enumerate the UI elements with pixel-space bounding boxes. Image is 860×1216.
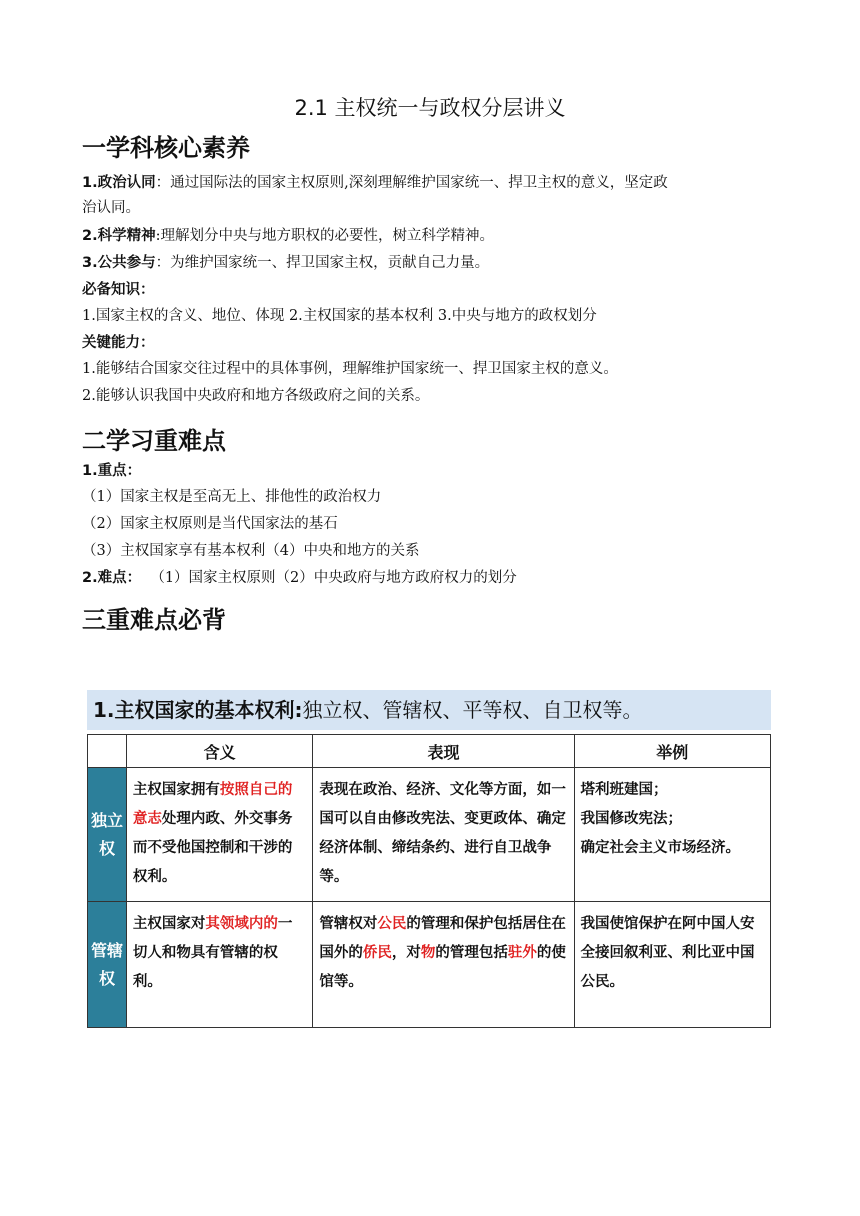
literacy-item-3-text: ：为维护国家统一、捍卫国家主权，贡献自己力量。	[155, 255, 490, 271]
expr-highlight-overseas: 侨民	[362, 945, 392, 961]
ability-item-1: 1.能够结合国家交往过程中的具体事例，理解维护国家统一、捍卫国家主权的意义。	[82, 361, 618, 377]
meaning-text-a: 主权国家对	[132, 916, 206, 932]
meaning-text-a: 主权国家拥有	[132, 782, 220, 798]
literacy-item-1-text: ：通过国际法的国家主权原则,深刻理解维护国家统一、捍卫主权的意义，坚定政	[155, 175, 668, 191]
expr-text-a: 管辖权对	[319, 916, 378, 932]
knowledge-text: 1.国家主权的含义、地位、体现 2.主权国家的基本权利 3.中央与地方的政权划分	[82, 308, 597, 324]
cell-jurisdiction-example: 我国使馆保护在阿中国人安全接回叙利亚、利比亚中国公民。	[574, 902, 770, 1028]
table-row-jurisdiction	[88, 902, 771, 1028]
expr-highlight-objects: 物	[420, 945, 436, 961]
document-title: 2.1 主权统一与政权分层讲义	[294, 96, 566, 120]
row-head-independence: 独立权	[88, 768, 127, 902]
cell-independence-meaning	[126, 768, 312, 902]
header-example: 举例	[574, 735, 770, 768]
figure-banner	[87, 690, 771, 730]
rights-table	[87, 734, 771, 1028]
expr-text-e: 的使馆等。	[319, 945, 566, 990]
expr-text-c: ，对	[391, 945, 421, 961]
rights-table-figure	[87, 690, 771, 990]
header-blank	[88, 735, 127, 768]
cell-independence-expression: 表现在政治、经济、文化等方面，如一国可以自由修改宪法、变更政体、确定经济体制、缔结条约、进行自卫战争等。	[313, 768, 574, 902]
difficult-label: 2.难点：	[82, 570, 142, 586]
literacy-item-2-label: 2.科学精神	[82, 228, 156, 244]
literacy-item-1	[82, 173, 668, 193]
example-line-1: 塔利班建国；	[580, 782, 668, 798]
table-header-row	[88, 735, 771, 768]
focus-label	[82, 461, 141, 481]
literacy-item-2-text: :理解划分中央与地方职权的必要性，树立科学精神。	[155, 228, 494, 244]
expr-text-b: 的管理和保护包括居住在国外的	[319, 916, 566, 961]
section-heading-must-memorize: 三重难点必背	[82, 606, 226, 634]
knowledge-label	[82, 280, 155, 300]
header-expression: 表现	[313, 735, 574, 768]
cell-independence-example	[574, 768, 770, 902]
focus-item-2: （2）国家主权原则是当代国家法的基石	[82, 516, 338, 532]
literacy-item-1-label: 1.政治认同	[82, 175, 156, 191]
ability-label-text: 关键能力：	[82, 335, 155, 351]
literacy-item-3	[82, 253, 489, 273]
focus-item-1: （1）国家主权是至高无上、排他性的政治权力	[82, 489, 382, 505]
example-line-3: 确定社会主义市场经济。	[580, 840, 741, 856]
expr-highlight-citizens: 公民	[377, 916, 407, 932]
literacy-item-3-label: 3.公共参与	[82, 255, 156, 271]
knowledge-label-text: 必备知识：	[82, 282, 155, 298]
meaning-text-b: 处理内政、外交事务而不受他国控制和干涉的权利。	[132, 811, 293, 885]
meaning-highlight: 按照自己的意志	[132, 782, 293, 827]
section-heading-key-points: 二学习重难点	[82, 427, 226, 455]
focus-label-text: 1.重点：	[82, 463, 142, 479]
section-heading-literacy: 一学科核心素养	[82, 134, 250, 162]
difficult-points	[82, 568, 517, 588]
meaning-text-b: 一切人和物具有管辖的权利。	[132, 916, 293, 990]
example-line-2: 我国修改宪法；	[580, 811, 683, 827]
cell-jurisdiction-meaning	[126, 902, 312, 1028]
header-meaning: 含义	[126, 735, 312, 768]
difficult-text: （1）国家主权原则（2）中央政府与地方政府权力的划分	[141, 570, 517, 586]
literacy-item-2	[82, 226, 494, 246]
table-row-independence	[88, 768, 771, 902]
ability-label	[82, 333, 155, 353]
focus-item-3: （3）主权国家享有基本权利（4）中央和地方的关系	[82, 543, 420, 559]
row-head-jurisdiction: 管辖权	[88, 902, 127, 1028]
ability-item-2: 2.能够认识我国中央政府和地方各级政府之间的关系。	[82, 388, 430, 404]
literacy-item-1-cont: 治认同。	[82, 200, 140, 216]
banner-bold-text: 1.主权国家的基本权利:	[93, 698, 303, 722]
expr-highlight-stationed: 驻外	[507, 945, 537, 961]
meaning-highlight: 其领域内的	[205, 916, 278, 932]
banner-rest-text: 独立权、管辖权、平等权、自卫权等。	[302, 698, 643, 722]
expr-text-d: 的管理包括	[435, 945, 508, 961]
cell-jurisdiction-expression	[313, 902, 574, 1028]
